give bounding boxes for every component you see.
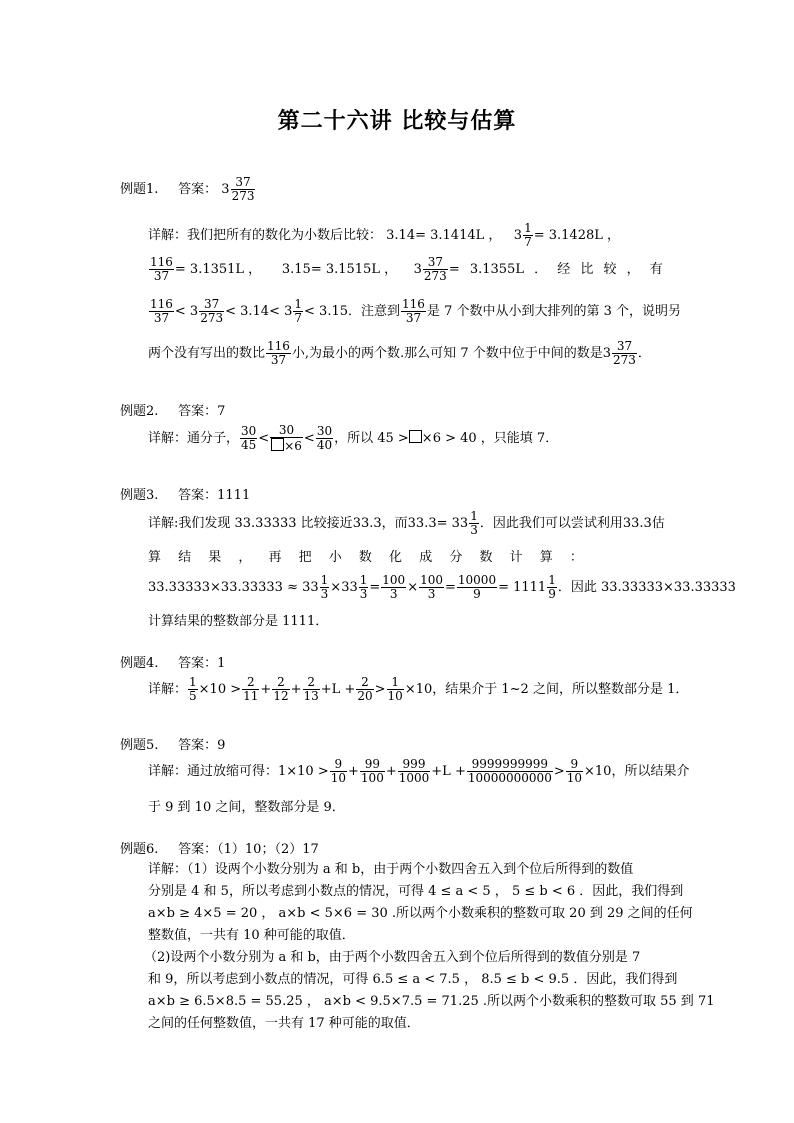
text: = 3.1355L ． 经 比 较 ， 有	[448, 262, 663, 277]
text: 33.33333×33.33333 ≈ 33	[148, 580, 319, 595]
text: 3.15	[281, 262, 311, 277]
numerator: 1	[320, 573, 329, 587]
example-6-line-8: 之间的任何整数值，一共有 17 种可能的取值．	[148, 1016, 420, 1031]
example-6-line-1: 详解：（1）设两个小数分别为 a 和 b，由于两个小数四舍五入到个位后所得到的数值	[148, 862, 634, 877]
denominator: 3	[419, 587, 444, 601]
fraction	[547, 574, 557, 601]
numerator: 30	[241, 424, 257, 438]
numerator: 116	[150, 297, 173, 311]
denominator: 3	[470, 523, 478, 537]
fraction	[467, 758, 553, 785]
text: ×10，结果介于 1~2 之间，所以整数部分是 1．	[404, 682, 689, 697]
example-5-line-2	[148, 796, 345, 815]
denominator: 5	[189, 689, 197, 703]
example-1-line-3	[148, 298, 681, 325]
numerator: 2	[277, 675, 285, 689]
text: =	[445, 580, 456, 595]
denominator: 37	[149, 311, 174, 325]
text: = 3.1414L ，	[415, 228, 502, 243]
text: 33.3	[352, 516, 382, 531]
numerator: 1	[359, 573, 368, 587]
text: +L +	[320, 682, 356, 697]
numerator: 1	[189, 675, 197, 689]
text: 详解：	[148, 682, 188, 697]
text: = 33	[436, 516, 469, 531]
text: 详解：通过放缩可得：1×10 >	[148, 764, 329, 779]
blank-box	[409, 430, 422, 443]
fraction	[398, 758, 431, 785]
text: ×6 > 40 ，只能填 7．	[421, 431, 559, 446]
page-title: 第二十六讲 比较与估算	[277, 109, 517, 134]
numerator: 100	[382, 573, 406, 587]
example-label: 例题1.	[120, 182, 159, 197]
denominator: 3	[320, 587, 329, 601]
fraction	[242, 676, 259, 703]
example-1-line-2	[148, 256, 663, 283]
example-label: 例题4.	[120, 656, 159, 671]
numerator: 2	[307, 675, 315, 689]
text: ×6	[284, 439, 302, 453]
text: 两个没有写出的数比	[148, 346, 266, 361]
example-label: 例题6.	[120, 842, 159, 857]
numerator: 1	[548, 573, 556, 587]
text: = 3.1351L ，	[174, 262, 262, 277]
denominator: 1000	[398, 771, 430, 785]
example-3-header	[120, 484, 680, 503]
fraction	[612, 340, 637, 367]
numerator: 10000	[457, 573, 497, 587]
text: ×10 >	[198, 682, 242, 697]
fraction	[356, 676, 373, 703]
text: 33.3	[407, 516, 437, 531]
text: 计算结果的整数部分是 1111．	[148, 614, 329, 629]
text: 详解：通分子，	[148, 431, 240, 446]
denominator: 7	[524, 235, 532, 249]
text: < 3.15	[304, 304, 349, 319]
text: >	[553, 764, 565, 779]
denominator: 10	[330, 771, 347, 785]
example-1-line-4	[148, 340, 651, 367]
example-1-header	[120, 176, 680, 203]
fraction	[272, 676, 289, 703]
text: +	[290, 682, 302, 697]
text: ，而	[381, 516, 408, 531]
answer: 答案：9	[178, 738, 226, 753]
text: = 3.1428L ，	[533, 228, 620, 243]
denominator: 37	[266, 353, 291, 367]
fraction	[457, 574, 497, 601]
numerator: 116	[402, 297, 425, 311]
text: ×10，所以结果介	[584, 764, 690, 779]
fraction	[316, 425, 333, 452]
text: ．注意到	[348, 304, 401, 319]
fraction	[199, 298, 224, 325]
fraction	[188, 676, 198, 703]
denominator: 3	[381, 587, 406, 601]
numerator: 99	[364, 757, 381, 771]
example-6-header	[120, 838, 680, 857]
denominator: 9	[548, 587, 556, 601]
fraction	[566, 758, 583, 785]
example-1-line-1	[148, 222, 620, 249]
example-4-header	[120, 652, 680, 671]
fraction	[469, 510, 479, 537]
text: 3.14	[386, 228, 416, 243]
text: 3	[602, 346, 612, 361]
numerator: 30	[278, 423, 295, 437]
example-3-line-3	[148, 574, 736, 601]
numerator: 37	[235, 175, 251, 189]
text: 于 9 到 10 之间，整数部分是 9．	[148, 800, 345, 815]
answer: 答案：7	[178, 404, 226, 419]
example-6-line-4: 整数值，一共有 10 种可能的取值．	[148, 928, 355, 943]
example-label: 例题2.	[120, 404, 159, 419]
denominator: 9	[457, 587, 497, 601]
fraction	[149, 256, 174, 283]
text: < 3	[269, 304, 293, 319]
numerator: 999	[402, 757, 426, 771]
numerator: 1	[391, 675, 399, 689]
text: +	[348, 764, 359, 779]
numerator: 100	[420, 573, 443, 587]
text: 详解：我们把所有的数化为小数后比较：	[148, 228, 383, 243]
example-6-line-5: （2)设两个小数分别为 a 和 b，由于两个小数四舍五入到个位后所得到的数值分别是 7	[144, 950, 641, 965]
denominator	[270, 437, 303, 453]
example-label: 例题3.	[120, 488, 159, 503]
text: +	[385, 764, 397, 779]
denominator: 273	[423, 269, 447, 283]
denominator: 273	[200, 311, 224, 325]
fraction	[387, 676, 404, 703]
example-3-line-2	[148, 546, 583, 565]
denominator: 7	[294, 311, 303, 325]
numerator: 1	[470, 509, 478, 523]
numerator: 9	[334, 757, 343, 771]
numerator: 37	[427, 255, 443, 269]
text: ×33	[330, 580, 358, 595]
text: 估	[651, 516, 665, 531]
denominator: 10	[566, 771, 583, 785]
fraction	[303, 676, 320, 703]
example-4-line-1	[148, 676, 688, 703]
text: =	[369, 580, 381, 595]
denominator: 37	[401, 311, 426, 325]
numerator: 9	[570, 757, 579, 771]
answer: 答案：1	[178, 656, 226, 671]
text: = 1111	[498, 580, 547, 595]
numerator: 1	[524, 221, 532, 235]
fraction	[240, 425, 257, 452]
denominator: 273	[231, 189, 255, 203]
example-2-line-1	[148, 424, 558, 453]
text: <	[258, 431, 270, 446]
numerator: 37	[204, 297, 220, 311]
text: 3	[413, 262, 422, 277]
fraction	[360, 758, 385, 785]
numerator: 116	[150, 255, 173, 269]
denominator: 12	[273, 689, 289, 703]
example-label: 例题5.	[120, 738, 159, 753]
example-3-line-1	[148, 510, 665, 537]
text: < 3.14	[225, 304, 270, 319]
text: ×	[407, 580, 419, 595]
denominator: 100	[360, 771, 384, 785]
fraction	[419, 574, 444, 601]
answer-prefix: 答案：	[178, 182, 218, 197]
numerator: 116	[267, 339, 290, 353]
denominator: 20	[357, 689, 373, 703]
text: ．因此我们可以尝试利用	[479, 516, 623, 531]
fraction	[266, 340, 291, 367]
denominator: 45	[241, 438, 257, 452]
text: 算 结 果 ， 再 把 小 数 化 成 分 数 计 算 ：	[148, 550, 583, 565]
fraction	[423, 256, 448, 283]
denominator: 40	[316, 438, 333, 452]
numerator: 37	[616, 339, 633, 353]
answer: 答案：（1）10；（2）17	[178, 842, 319, 857]
denominator: 11	[243, 689, 259, 703]
numerator: 9999999999	[471, 757, 549, 771]
fraction	[293, 298, 303, 325]
fraction	[270, 424, 303, 453]
blank-box	[271, 438, 284, 451]
example-2-header	[120, 400, 680, 419]
text: <	[303, 431, 315, 446]
example-6-line-3: a×b ≥ 4×5 = 20 ， a×b < 5×6 = 30 .所以两个小数乘积的整数可取 20 到 29 之间的任何	[148, 906, 693, 921]
text: 33.3	[622, 516, 652, 531]
text: +L +	[431, 764, 466, 779]
text: 是 7 个数中从小到大排列的第 3 个，说明另	[426, 304, 682, 319]
text: ，所以 45 >	[334, 431, 409, 446]
denominator: 10000000000	[467, 771, 552, 785]
example-5-line-1	[148, 758, 689, 785]
answer-whole: 3	[221, 182, 230, 197]
denominator: 13	[303, 689, 319, 703]
text: +	[260, 682, 272, 697]
fraction	[330, 758, 347, 785]
numerator: 2	[361, 675, 369, 689]
denominator: 10	[387, 689, 403, 703]
text: ．	[637, 346, 651, 361]
text: >	[374, 682, 386, 697]
fraction	[523, 222, 533, 249]
fraction	[320, 574, 330, 601]
answer-fraction	[231, 176, 256, 203]
text: 详解:我们发现 33.33333 比较接近	[148, 516, 353, 531]
text: < 3	[174, 304, 199, 319]
numerator: 30	[316, 424, 333, 438]
text: = 3.1515L ，	[310, 262, 398, 277]
numerator: 2	[246, 675, 255, 689]
fraction	[149, 298, 174, 325]
text: ．因此 33.33333×33.33333	[557, 580, 736, 595]
denominator: 37	[149, 269, 174, 283]
fraction	[359, 574, 369, 601]
example-5-header	[120, 734, 680, 753]
fraction	[381, 574, 406, 601]
example-6-line-6: 和 9，所以考虑到小数点的情况，可得 6.5 ≤ a < 7.5 ， 8.5 ≤ b < 9.5 ．因此，我们得到	[148, 972, 678, 987]
denominator: 3	[359, 587, 368, 601]
fraction	[401, 298, 426, 325]
example-6-line-2: 分别是 4 和 5，所以考虑到小数点的情况，可得 4 ≤ a < 5 ， 5 ≤ b < 6 ．因此，我们得到	[148, 884, 684, 899]
text: 小,为最小的两个数.那么可知 7 个数中位于中间的数是	[291, 346, 603, 361]
answer: 答案：1111	[178, 488, 251, 503]
denominator: 273	[613, 353, 636, 367]
text: 3	[513, 228, 523, 243]
example-3-line-4	[148, 610, 328, 629]
example-6-line-7: a×b ≥ 6.5×8.5 = 55.25 ， a×b < 9.5×7.5 = 71.25 .所以两个小数乘积的整数可取 55 到 71	[148, 994, 715, 1009]
numerator: 1	[294, 297, 303, 311]
